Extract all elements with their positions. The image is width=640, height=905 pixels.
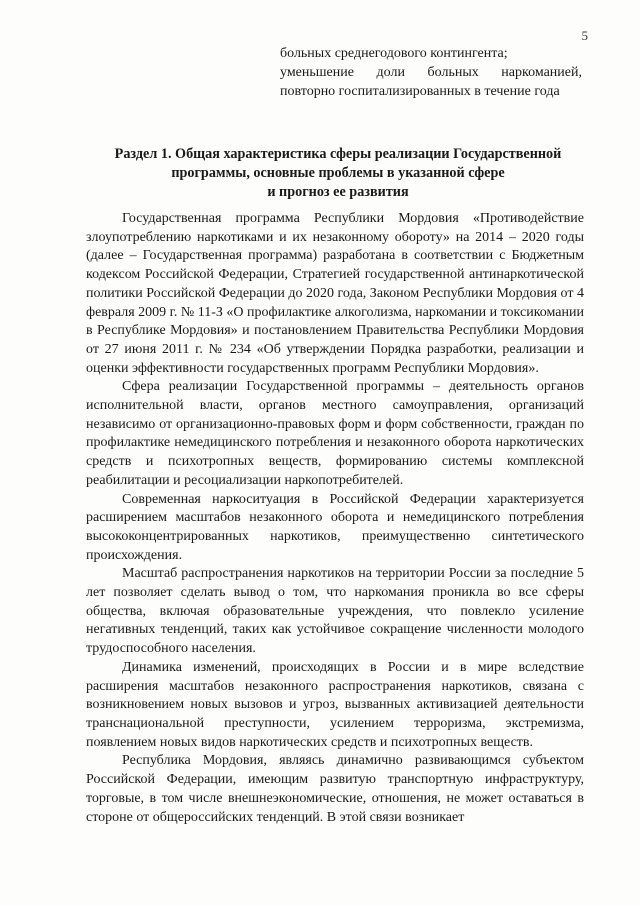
paragraph: Масштаб распространения наркотиков на территории России за последние 5 лет позволяет сделать вывод о том, что наркомания проникла во все сферы общества, включая образовательные учреждения, что повлекло усиление негативных тенденций, таких как устойчивое сокращение численности молодого трудоспособного населения.: [86, 566, 584, 657]
continuation-line: уменьшение доли больных наркоманией, повторно госпитализированных в течение года: [280, 65, 582, 99]
paragraph: Современная наркоситуация в Российской Федерации характеризуется расширением масштабов незаконного оборота и немедицинского потребления высококонцентрированных наркотиков, преимущественно синтетического происхождения.: [86, 491, 584, 563]
body-text: [86, 210, 584, 827]
continuation-block: [280, 44, 582, 101]
paragraph: Динамика изменений, происходящих в России и в мире вследствие расширения масштабов незаконного распространения наркотиков, связана с возникновением новых вызовов и угроз, вызванных активизацией деятельности транснациональной преступности, усилением терроризма, экстремизма, появлением новых видов наркотических средств и психотропных веществ.: [86, 659, 584, 750]
page-number: 5: [581, 28, 588, 43]
heading-line: Раздел 1. Общая характеристика сферы реализации Государственной: [114, 146, 562, 162]
continuation-line: больных среднегодового контингента;: [280, 46, 508, 61]
paragraph: Государственная программа Республики Мордовия «Противодействие злоупотреблению наркотиками и их незаконному обороту» на 2014 – 2020 годы (далее – Государственная программа) разработана в соответствии с Бюджетным кодексом Российской Федерации, Стратегией государственной антинаркотической политики Российской Федерации до 2020 года, Законом Республики Мордовия от 4 февраля 2009 г. № 11-З «О профилактике алкоголизма, наркомании и токсикомании в Республике Мордовия» и постановлением Правительства Республики Мордовия от 27 июня 2011 г. № 234 «Об утверждении Порядка разработки, реализации и оценки эффективности государственных программ Республики Мордовия».: [86, 211, 584, 376]
paragraph: Республика Мордовия, являясь динамично развивающимся субъектом Российской Федерации, имеющим развитую транспортную инфраструктуру, торговые, в том числе внешнеэкономические, отношения, не может оставаться в стороне от общероссийских тенденций. В этой связи возникает: [86, 753, 584, 825]
section-heading: [88, 145, 588, 202]
heading-line: программы, основные проблемы в указанной сфере: [171, 165, 505, 181]
paragraph: Сфера реализации Государственной программы – деятельность органов исполнительной власти, органов местного самоуправления, организаций независимо от организационно-правовых форм и форм собственности, граждан по профилактике немедицинского потребления и незаконного оборота наркотических средств и психотропных веществ, формированию системы комплексной реабилитации и ресоциализации наркопотребителей.: [86, 379, 584, 488]
heading-line: и прогноз ее развития: [267, 184, 409, 200]
